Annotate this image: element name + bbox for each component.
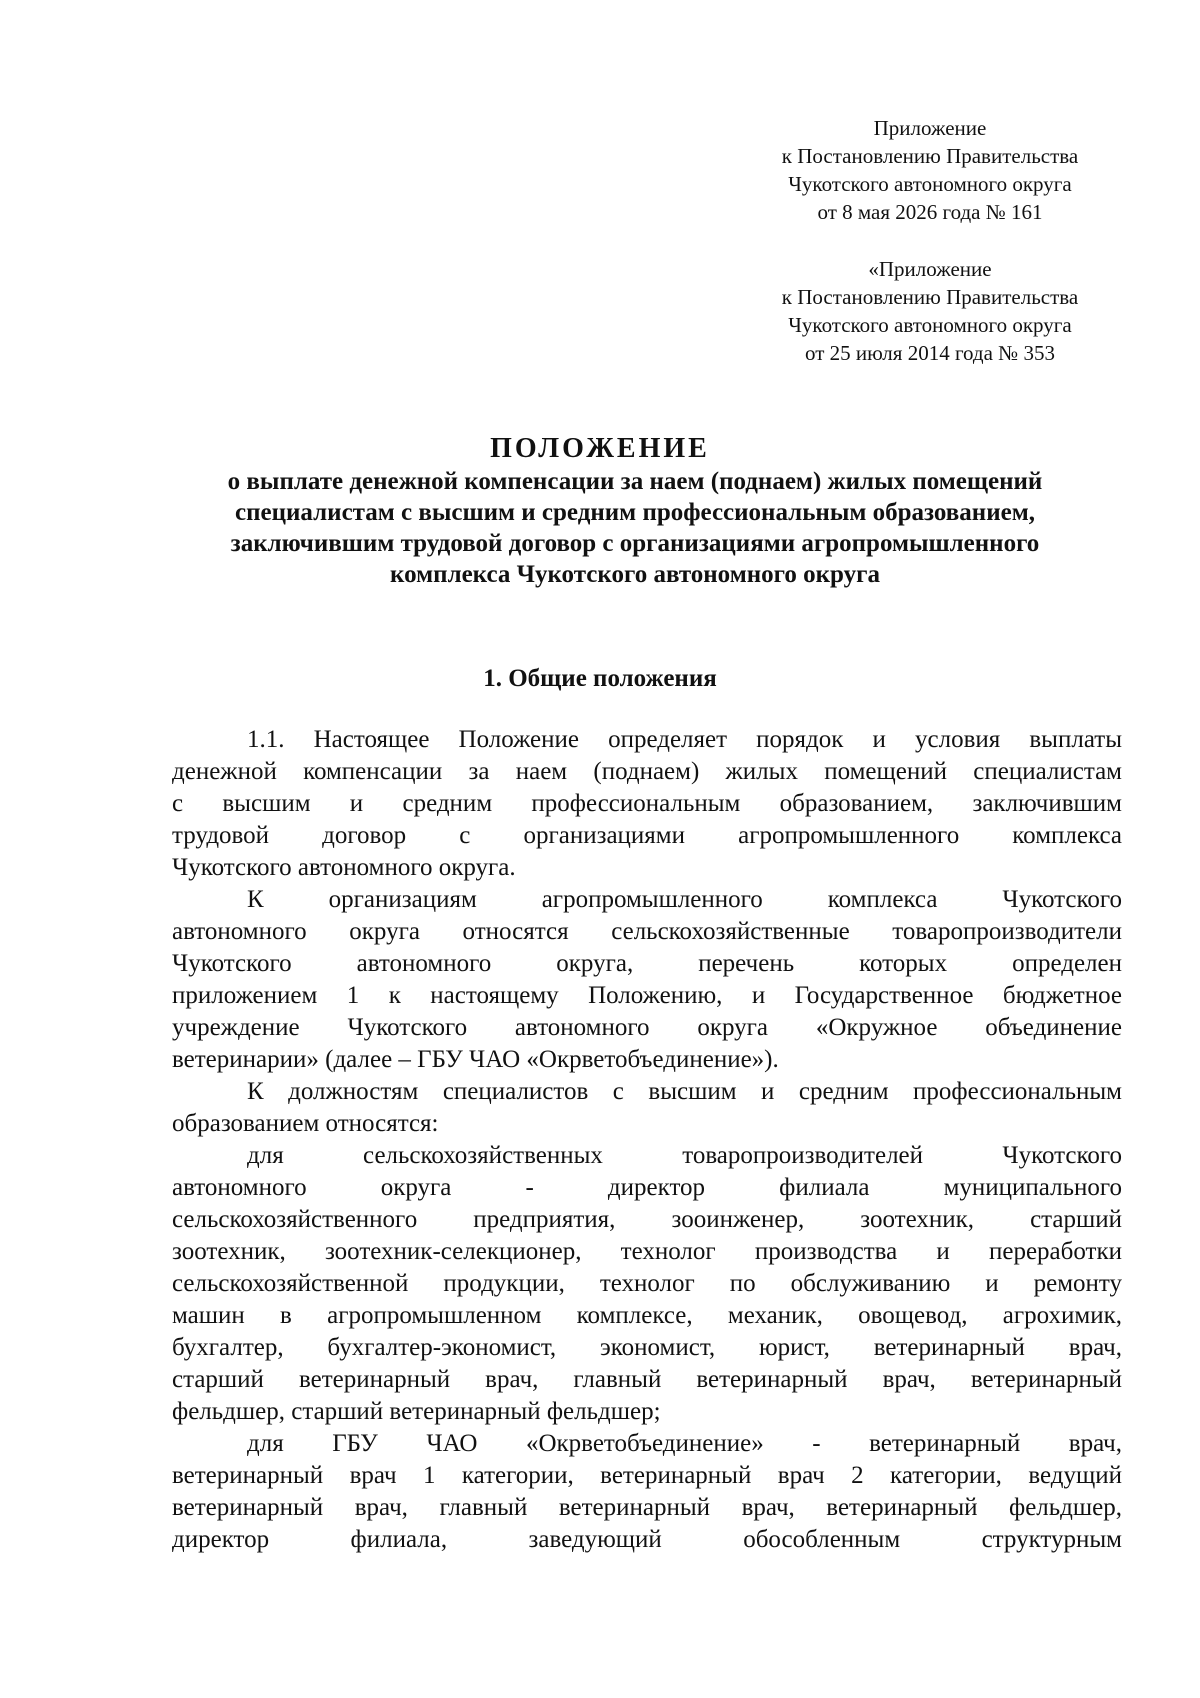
document-subtitle <box>160 466 1110 590</box>
body-line: старший ветеринарный врач, главный ветеринарный врач, ветеринарный <box>172 1366 1122 1393</box>
body-line: приложением 1 к настоящему Положению, и Государственное бюджетное <box>172 982 1122 1009</box>
body-line: учреждение Чукотского автономного округа «Окружное объединение <box>172 1014 1122 1041</box>
document-title: ПОЛОЖЕНИЕ <box>490 433 710 464</box>
body-line: К организациям агропромышленного комплекса Чукотского <box>247 886 1122 913</box>
appendix-line: Чукотского автономного округа <box>788 313 1072 337</box>
appendix-line: Чукотского автономного округа <box>788 172 1072 196</box>
appendix-line: к Постановлению Правительства <box>781 285 1079 309</box>
body-line: образованием относятся: <box>172 1110 439 1137</box>
body-line: Чукотского автономного округа, перечень которых определен <box>172 950 1122 977</box>
appendix-header-original <box>700 255 1160 367</box>
body-line: денежной компенсации за наем (поднаем) жилых помещений специалистам <box>172 758 1122 785</box>
body-line: автономного округа - директор филиала муниципального <box>172 1174 1122 1201</box>
appendix-line: от 25 июля 2014 года № 353 <box>805 341 1055 365</box>
body-line: ветеринарии» (далее – ГБУ ЧАО «Окрветобъединение»). <box>172 1046 779 1073</box>
appendix-line: Приложение <box>873 116 987 140</box>
body-line: Чукотского автономного округа. <box>172 854 516 881</box>
body-line: для сельскохозяйственных товаропроизводителей Чукотского <box>247 1142 1122 1169</box>
appendix-header-current <box>700 114 1160 226</box>
body-line: сельскохозяйственного предприятия, зооинженер, зоотехник, старший <box>172 1206 1122 1233</box>
appendix-line: «Приложение <box>868 257 992 281</box>
body-line: для ГБУ ЧАО «Окрветобъединение» - ветеринарный врач, <box>247 1430 1122 1457</box>
body-line: автономного округа относятся сельскохозяйственные товаропроизводители <box>172 918 1122 945</box>
body-line: директор филиала, заведующий обособленным структурным <box>172 1526 1122 1553</box>
body-line: зоотехник, зоотехник-селекционер, технолог производства и переработки <box>172 1238 1122 1265</box>
appendix-line: от 8 мая 2026 года № 161 <box>817 200 1043 224</box>
body-line: машин в агропромышленном комплексе, механик, овощевод, агрохимик, <box>172 1302 1122 1329</box>
body-line: 1.1. Настоящее Положение определяет порядок и условия выплаты <box>247 726 1122 753</box>
appendix-line: к Постановлению Правительства <box>781 144 1079 168</box>
subtitle-line: специалистам с высшим и средним профессиональным образованием, <box>235 499 1035 526</box>
section-heading: 1. Общие положения <box>483 665 717 692</box>
body-line: К должностям специалистов с высшим и средним профессиональным <box>247 1078 1122 1105</box>
body-line: ветеринарный врач 1 категории, ветеринарный врач 2 категории, ведущий <box>172 1462 1122 1489</box>
body-line: с высшим и средним профессиональным образованием, заключившим <box>172 790 1122 817</box>
body-line: сельскохозяйственной продукции, технолог по обслуживанию и ремонту <box>172 1270 1122 1297</box>
document-body <box>172 724 1122 1556</box>
body-line: ветеринарный врач, главный ветеринарный врач, ветеринарный фельдшер, <box>172 1494 1122 1521</box>
subtitle-line: заключившим трудовой договор с организациями агропромышленного <box>230 530 1040 557</box>
body-line: трудовой договор с организациями агропромышленного комплекса <box>172 822 1122 849</box>
subtitle-line: комплекса Чукотского автономного округа <box>390 561 880 588</box>
body-line: фельдшер, старший ветеринарный фельдшер; <box>172 1398 661 1425</box>
body-line: бухгалтер, бухгалтер-экономист, экономист, юрист, ветеринарный врач, <box>172 1334 1122 1361</box>
subtitle-line: о выплате денежной компенсации за наем (поднаем) жилых помещений <box>227 468 1043 495</box>
